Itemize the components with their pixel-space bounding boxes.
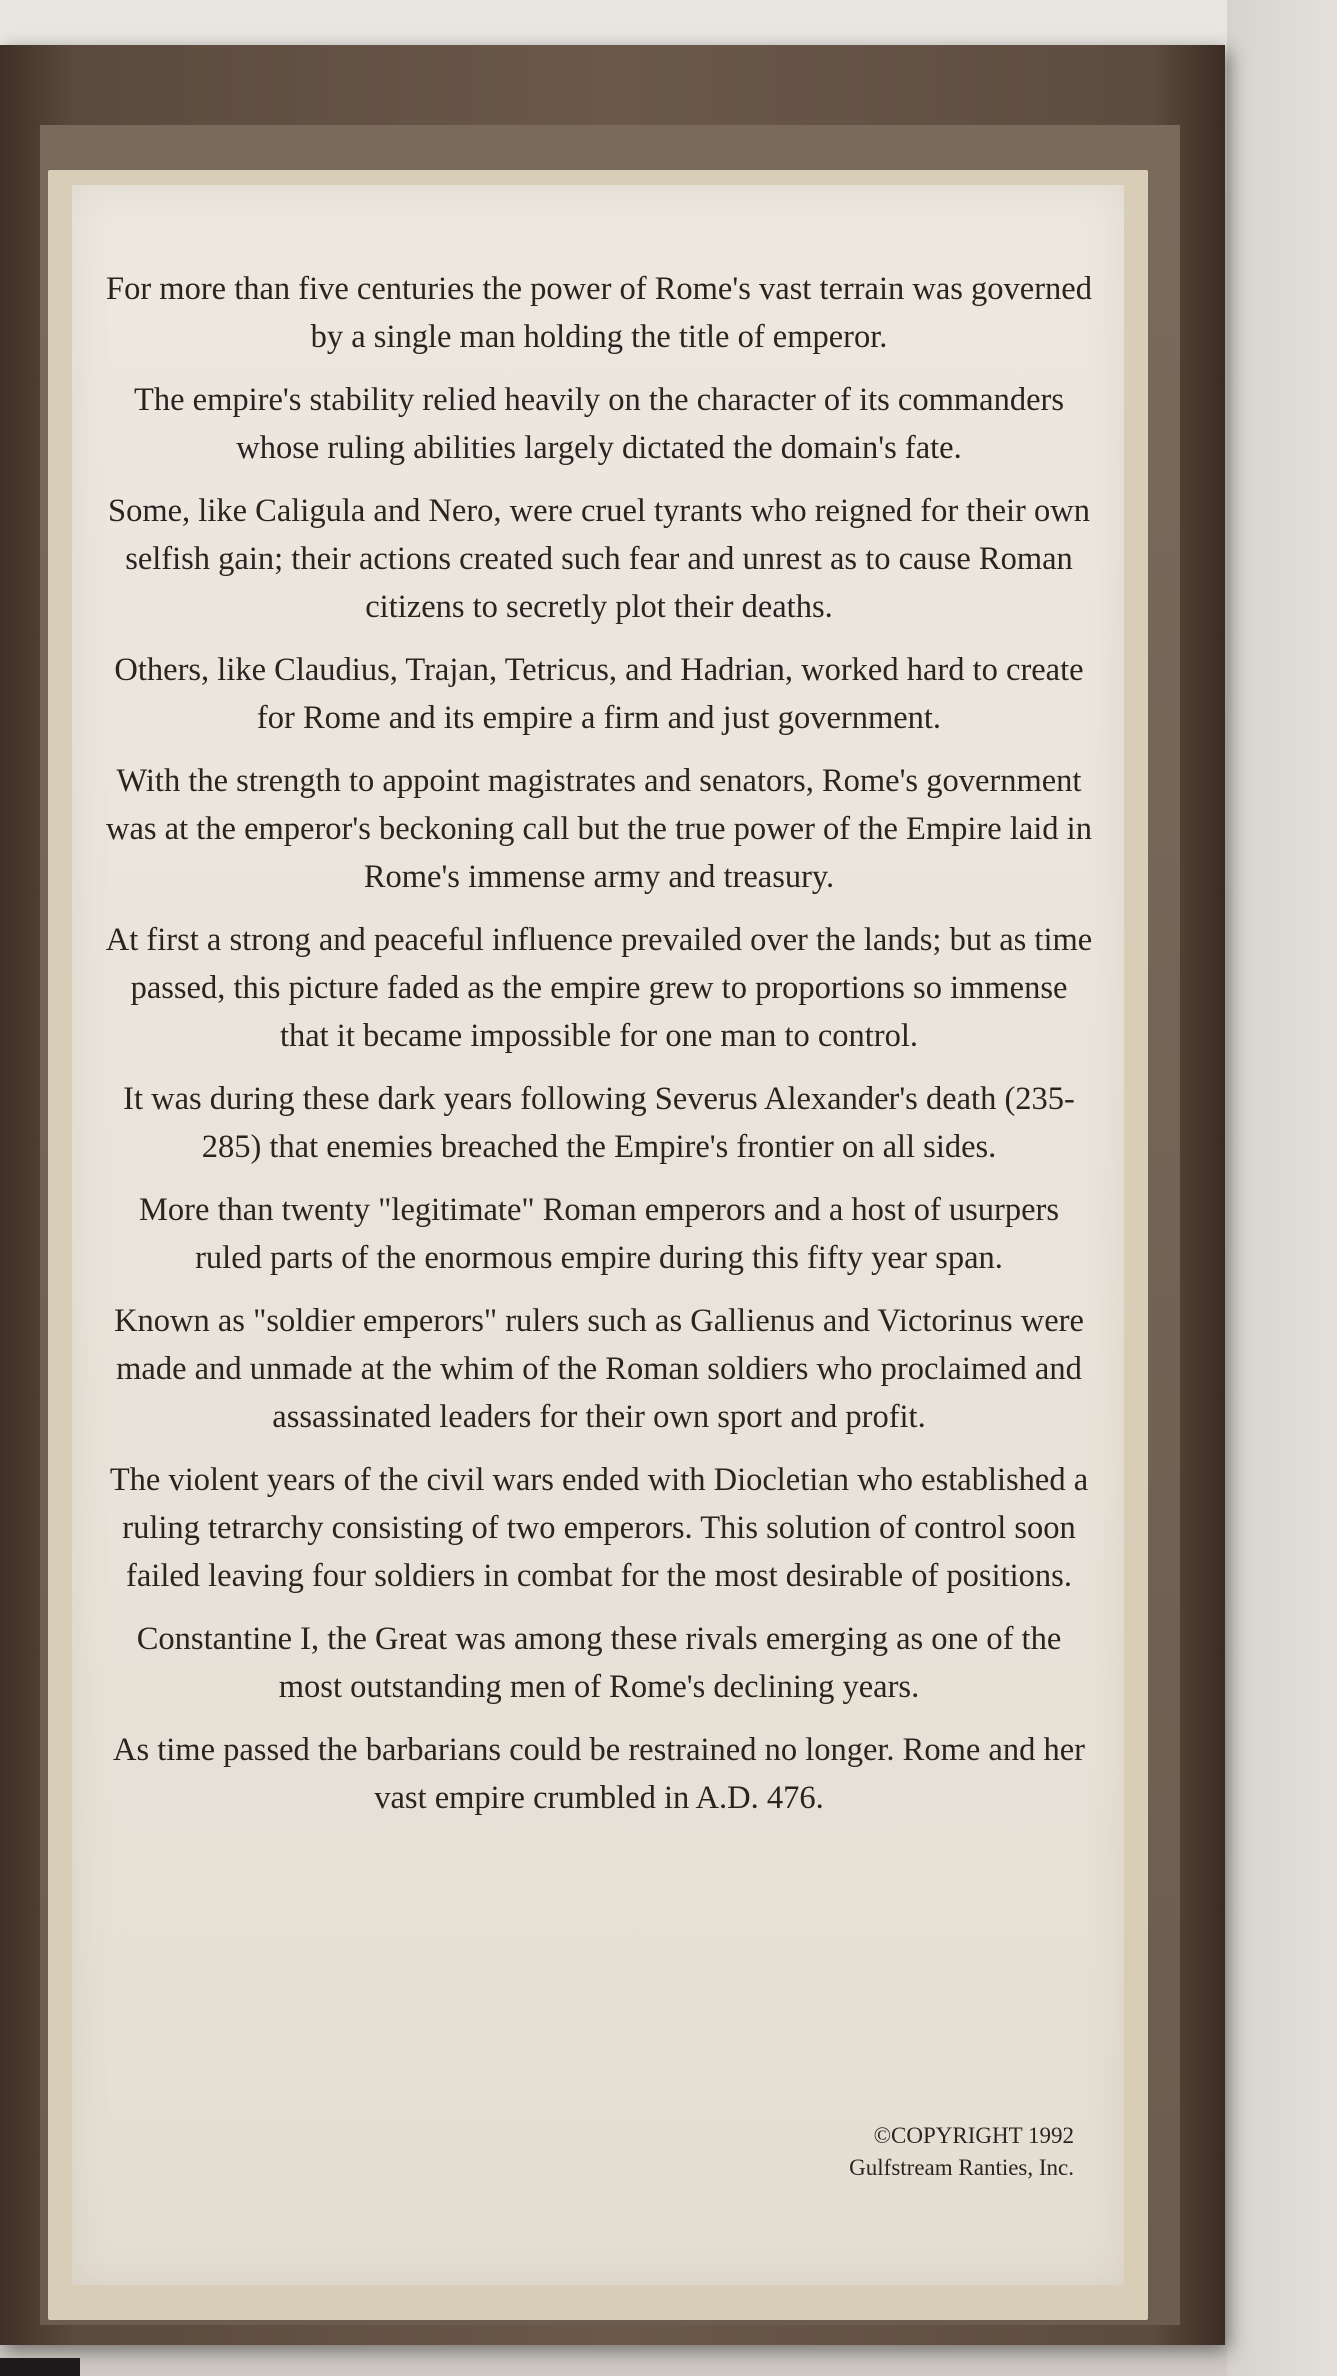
paragraph: At first a strong and peaceful influence prevailed over the lands; but as time passed, this picture faded as the empire grew to proportions so immense that it became impossible for one man to control.: [105, 922, 1093, 1054]
paragraph: The violent years of the civil wars ended with Diocletian who established a ruling tetrarchy consisting of two emperors. This solution of control soon failed leaving four soldiers in combat for the most desirable of positions.: [109, 1462, 1089, 1594]
paragraph: The empire's stability relied heavily on the character of its commanders whose ruling abilities largely dictated the domain's fate.: [134, 382, 1064, 466]
paragraph: For more than five centuries the power of Rome's vast terrain was governed by a single man holding the title of emperor.: [106, 271, 1092, 355]
wall-right-edge: [1227, 0, 1337, 2376]
paragraph: Others, like Claudius, Trajan, Tetricus, and Hadrian, worked hard to create for Rome and its empire a firm and just government.: [114, 652, 1084, 736]
paragraph: With the strength to appoint magistrates and senators, Rome's government was at the emperor's beckoning call but the true power of the Empire laid in Rome's immense army and treasury.: [106, 763, 1092, 895]
publisher-line: Gulfstream Ranties, Inc.: [849, 2155, 1074, 2180]
paragraph: More than twenty "legitimate" Roman emperors and a host of usurpers ruled parts of the enormous empire during this fifty year span.: [138, 1192, 1060, 1276]
copyright-notice: [849, 2120, 1074, 2184]
picture-frame: [0, 45, 1225, 2345]
paragraph: Known as "soldier emperors" rulers such as Gallienus and Victorinus were made and unmade at the whim of the Roman soldiers who proclaimed and assassinated leaders for their own sport and profit.: [114, 1303, 1084, 1435]
document-text: [104, 265, 1094, 1837]
paragraph: Some, like Caligula and Nero, were cruel tyrants who reigned for their own selfish gain; their actions created such fear and unrest as to cause Roman citizens to secretly plot their deaths.: [108, 493, 1090, 625]
corner-shadow: [0, 2358, 80, 2376]
copyright-line: ©COPYRIGHT 1992: [873, 2123, 1074, 2148]
paragraph: As time passed the barbarians could be restrained no longer. Rome and her vast empire crumbled in A.D. 476.: [112, 1732, 1085, 1816]
paragraph: It was during these dark years following Severus Alexander's death (235-285) that enemies breached the Empire's frontier on all sides.: [123, 1081, 1075, 1165]
paragraph: Constantine I, the Great was among these rivals emerging as one of the most outstanding men of Rome's declining years.: [136, 1621, 1062, 1705]
document-paper: [72, 185, 1124, 2285]
